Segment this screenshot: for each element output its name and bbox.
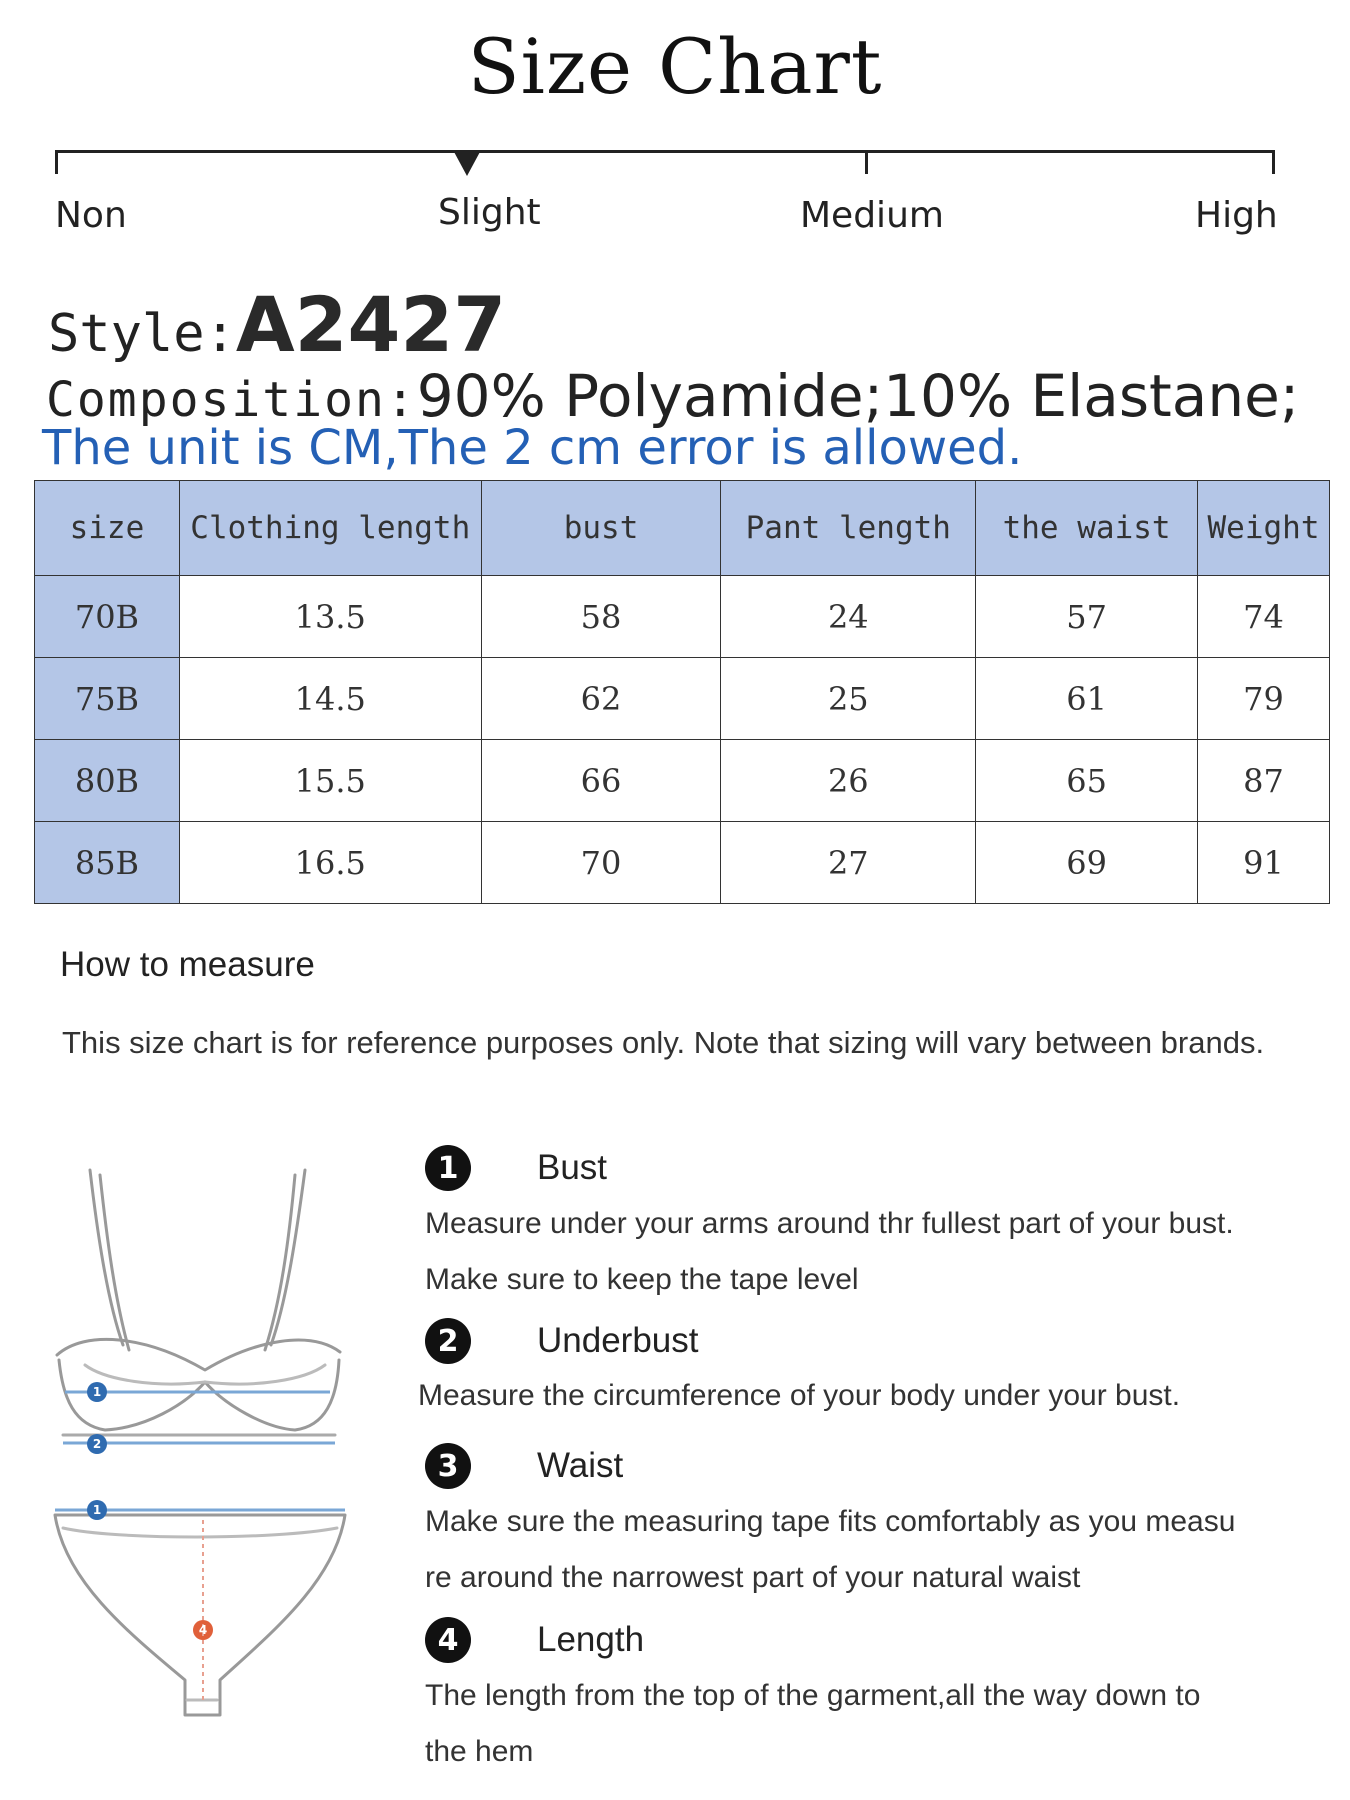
unit-note: The unit is CM,The 2 cm error is allowed. bbox=[42, 420, 1023, 476]
table-cell: 91 bbox=[1197, 822, 1329, 904]
step-description: Measure the circumference of your body under your bust. bbox=[418, 1379, 1181, 1412]
marker-label: 1 bbox=[92, 1385, 102, 1399]
step-title: Bust bbox=[537, 1148, 608, 1187]
bikini-measurement-icon bbox=[45, 1160, 355, 1740]
table-cell: 13.5 bbox=[179, 576, 481, 658]
measure-step-waist bbox=[425, 1438, 1305, 1606]
table-header: bust bbox=[481, 481, 721, 576]
scale-tick-medium bbox=[865, 150, 868, 174]
stretch-scale bbox=[55, 145, 1278, 255]
measure-step-underbust bbox=[418, 1313, 1298, 1423]
table-cell: 65 bbox=[976, 740, 1198, 822]
table-header: Clothing length bbox=[179, 481, 481, 576]
table-header: the waist bbox=[976, 481, 1198, 576]
table-row bbox=[35, 576, 1330, 658]
size-table bbox=[34, 480, 1330, 904]
composition-label: Composition: bbox=[46, 372, 417, 428]
scale-label-high: High bbox=[1195, 195, 1278, 236]
table-cell: 80B bbox=[35, 740, 180, 822]
table-header: size bbox=[35, 481, 180, 576]
step-title: Underbust bbox=[537, 1321, 699, 1360]
table-row bbox=[35, 740, 1330, 822]
table-cell: 85B bbox=[35, 822, 180, 904]
scale-line bbox=[55, 150, 1275, 153]
scale-label-non: Non bbox=[55, 195, 127, 236]
table-cell: 75B bbox=[35, 658, 180, 740]
table-row bbox=[35, 658, 1330, 740]
scale-tick-non bbox=[55, 150, 58, 174]
step-number-4-icon: 4 bbox=[425, 1617, 471, 1663]
step-number-2-icon: 2 bbox=[425, 1318, 471, 1364]
marker-label: 1 bbox=[92, 1503, 102, 1517]
how-to-measure-note: This size chart is for reference purposes only. Note that sizing will vary between brands. bbox=[62, 1025, 1265, 1060]
table-header: Weight bbox=[1197, 481, 1329, 576]
step-description: Make sure the measuring tape fits comfortably as you measu bbox=[425, 1505, 1236, 1538]
style-label: Style: bbox=[48, 304, 236, 364]
table-cell: 69 bbox=[976, 822, 1198, 904]
table-cell: 24 bbox=[721, 576, 976, 658]
style-line bbox=[48, 280, 506, 369]
step-description: Measure under your arms around thr fullest part of your bust. bbox=[425, 1207, 1234, 1240]
step-title: Length bbox=[537, 1620, 645, 1659]
composition-value: 90% Polyamide;10% Elastane; bbox=[416, 362, 1300, 430]
step-number-3-icon: 3 bbox=[425, 1443, 471, 1489]
table-cell: 74 bbox=[1197, 576, 1329, 658]
table-cell: 70 bbox=[481, 822, 721, 904]
table-row bbox=[35, 822, 1330, 904]
table-header-row bbox=[35, 481, 1330, 576]
marker-label: 2 bbox=[92, 1437, 102, 1451]
table-cell: 66 bbox=[481, 740, 721, 822]
table-header: Pant length bbox=[721, 481, 976, 576]
table-cell: 79 bbox=[1197, 658, 1329, 740]
marker-label: 4 bbox=[198, 1623, 208, 1637]
table-cell: 62 bbox=[481, 658, 721, 740]
how-to-measure-title: How to measure bbox=[60, 945, 315, 984]
table-cell: 16.5 bbox=[179, 822, 481, 904]
step-description: the hem bbox=[425, 1735, 534, 1768]
scale-pointer-icon bbox=[453, 150, 481, 176]
step-title: Waist bbox=[537, 1446, 624, 1485]
table-cell: 27 bbox=[721, 822, 976, 904]
table-cell: 25 bbox=[721, 658, 976, 740]
table-cell: 15.5 bbox=[179, 740, 481, 822]
measure-step-bust bbox=[425, 1140, 1305, 1308]
table-cell: 87 bbox=[1197, 740, 1329, 822]
table-cell: 70B bbox=[35, 576, 180, 658]
page-title: Size Chart bbox=[467, 22, 883, 111]
table-cell: 14.5 bbox=[179, 658, 481, 740]
step-description: Make sure to keep the tape level bbox=[425, 1263, 859, 1296]
table-cell: 57 bbox=[976, 576, 1198, 658]
step-description: re around the narrowest part of your natural waist bbox=[425, 1561, 1081, 1594]
step-description: The length from the top of the garment,all the way down to bbox=[425, 1679, 1201, 1712]
style-value: A2427 bbox=[235, 280, 507, 369]
scale-label-medium: Medium bbox=[800, 195, 944, 236]
table-cell: 58 bbox=[481, 576, 721, 658]
measure-step-length bbox=[425, 1612, 1305, 1780]
table-cell: 61 bbox=[976, 658, 1198, 740]
step-number-1-icon: 1 bbox=[425, 1145, 471, 1191]
table-cell: 26 bbox=[721, 740, 976, 822]
scale-label-slight: Slight bbox=[438, 192, 541, 233]
scale-tick-high bbox=[1272, 150, 1275, 174]
